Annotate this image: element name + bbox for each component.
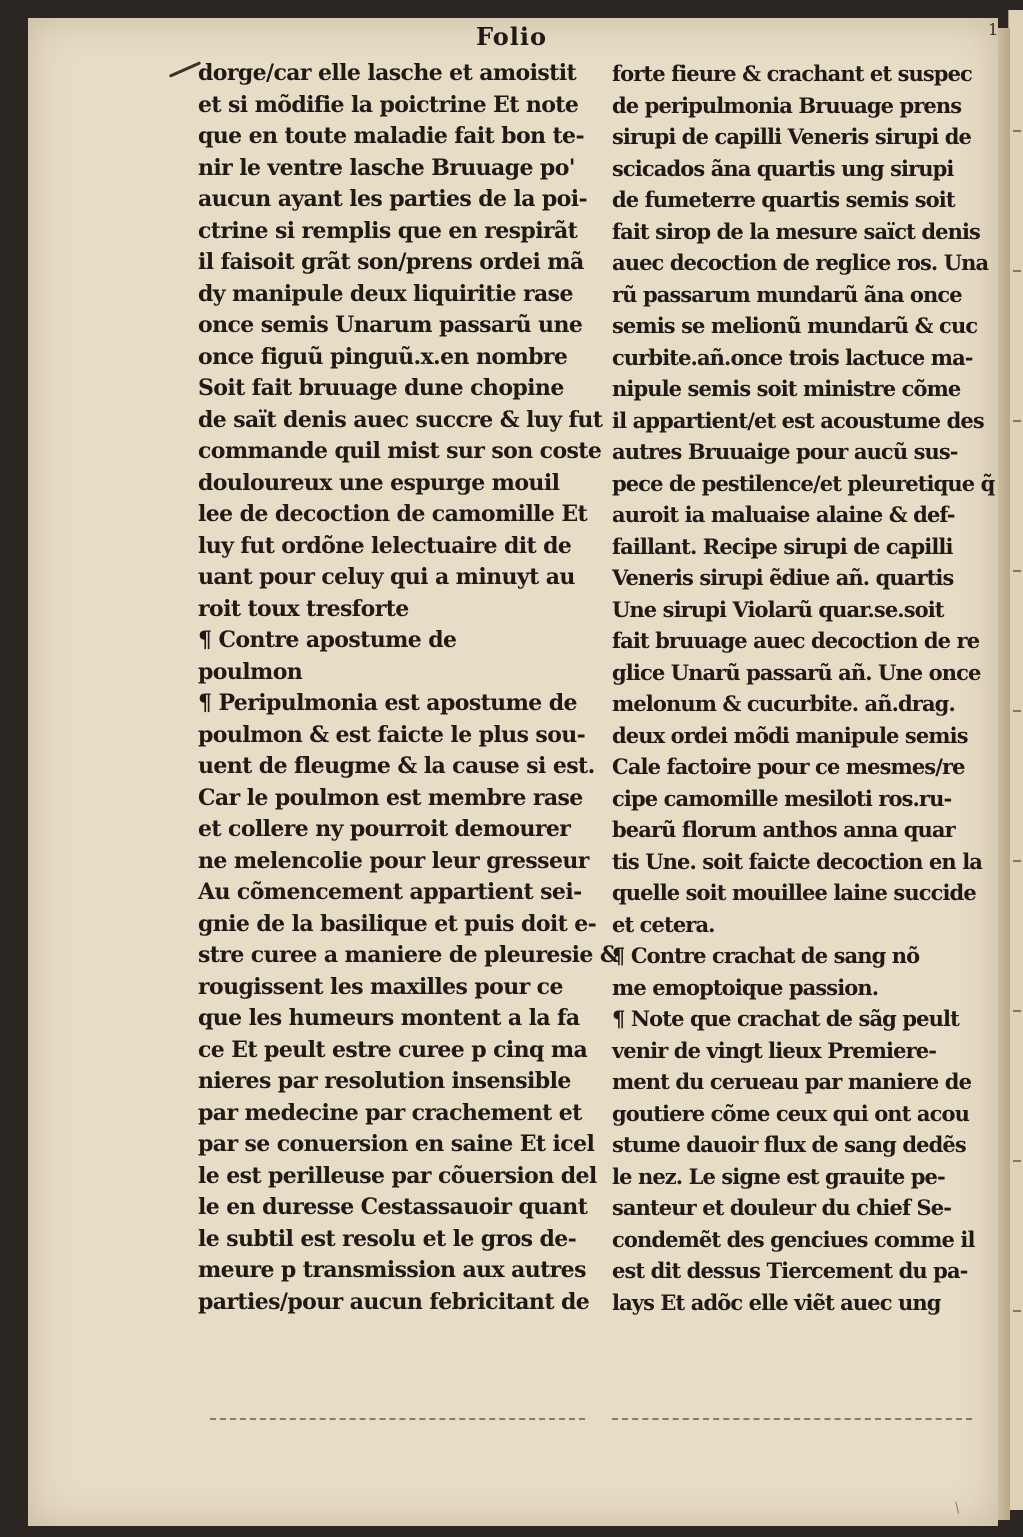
text-line: curbite.añ.once trois lactuce ma- — [612, 344, 973, 370]
text-line: de saït denis auec succre & luy fut — [198, 406, 603, 433]
text-line: tis Une. soit faicte decoction en la — [612, 848, 982, 874]
page-fore-edge — [998, 28, 1010, 1520]
text-line: auec decoction de reglice ros. Una — [612, 250, 989, 275]
text-line: fait sirop de la mesure saïct denis — [612, 218, 980, 244]
text-line: scicados ãna quartis ung sirupi — [612, 155, 954, 181]
text-line: me emoptoique passion. — [612, 974, 879, 1000]
text-line: Soit fait bruuage dune chopine — [198, 375, 564, 401]
text-line: ¶ Note que crachat de sãg peult — [612, 1006, 959, 1031]
adjacent-page-edge — [1008, 10, 1023, 1510]
text-line: ctrine si remplis que en respirãt — [198, 217, 578, 244]
text-line: Veneris sirupi ẽdiue añ. quartis — [612, 565, 954, 590]
text-line: stume dauoir flux de sang dedẽs — [612, 1132, 966, 1157]
text-line: lays Et adõc elle viẽt auec ung — [612, 1289, 941, 1315]
text-line: ce Et peult estre curee p cinq ma — [198, 1036, 588, 1063]
text-line: ¶ Peripulmonia est apostume de — [198, 690, 577, 716]
text-line: pece de pestilence/et pleuretique q̃ — [612, 470, 995, 496]
text-line: douloureux une espurge mouil — [198, 469, 560, 496]
margin-mark: / — [951, 1499, 964, 1517]
text-line: ¶ Contre apostume de — [198, 627, 457, 653]
text-line: luy fut ordõne lelectuaire dit de — [198, 532, 572, 559]
right-column-footer-rule — [612, 1418, 972, 1420]
text-line: le en duresse Cestassauoir quant — [198, 1194, 588, 1220]
text-line: ment du cerueau par maniere de — [612, 1069, 972, 1094]
text-line: parties/pour aucun febricitant de — [198, 1288, 590, 1315]
text-line: que en toute maladie fait bon te- — [198, 123, 584, 149]
text-line: de fumeterre quartis semis soit — [612, 187, 955, 212]
text-line: sirupi de capilli Veneris sirupi de — [612, 124, 971, 149]
text-line: venir de vingt lieux Premiere- — [612, 1037, 937, 1063]
text-line: et cetera. — [612, 911, 715, 937]
text-line: commande quil mist sur son coste — [198, 438, 602, 464]
right-text-column — [612, 58, 995, 1318]
text-line: bearũ florum anthos anna quar — [612, 817, 955, 842]
text-line: forte fieure & crachant et suspec — [612, 61, 972, 86]
text-line: et si mõdifie la poictrine Et note — [198, 91, 579, 118]
text-line: de peripulmonia Bruuage prens — [612, 92, 962, 118]
text-line: ¶ Contre crachat de sang nõ — [612, 943, 920, 968]
text-line: roit toux tresforte — [198, 595, 409, 622]
text-line: deux ordei mõdi manipule semis — [612, 722, 968, 748]
text-line: glice Unarũ passarũ añ. Une once — [612, 659, 981, 685]
text-line: dy manipule deux liquiritie rase — [198, 280, 573, 307]
text-line: condemẽt des genciues comme il — [612, 1226, 975, 1252]
text-line: ne melencolie pour leur gresseur — [198, 847, 589, 874]
text-line: fait bruuage auec decoction de re — [612, 628, 980, 653]
text-line: Une sirupi Violarũ quar.se.soit — [612, 596, 944, 622]
text-line: stre curee a maniere de pleuresie & — [198, 942, 620, 968]
left-column-footer-rule — [210, 1418, 585, 1420]
text-line: Au cõmencement appartient sei- — [198, 879, 582, 905]
text-line: le nez. Le signe est grauite pe- — [612, 1163, 945, 1189]
left-text-column — [198, 58, 620, 1318]
text-line: santeur et douleur du chief Se- — [612, 1195, 952, 1220]
text-line: quelle soit mouillee laine succide — [612, 880, 976, 905]
text-line: il appartient/et est acoustume des — [612, 407, 984, 433]
text-line: il faisoit grãt son/prens ordei mã — [198, 249, 584, 275]
text-line: uent de fleugme & la cause si est. — [198, 753, 595, 779]
text-line: le subtil est resolu et le gros de- — [198, 1225, 577, 1252]
text-line: dorge/car elle lasche et amoistit — [198, 60, 577, 86]
text-line: aucun ayant les parties de la poi- — [198, 186, 588, 212]
text-line: Cale factoire pour ce mesmes/re — [612, 754, 965, 779]
text-line: par se conuersion en saine Et icel — [198, 1131, 595, 1157]
text-line: meure p transmission aux autres — [198, 1257, 586, 1283]
text-line: nir le ventre lasche Bruuage po' — [198, 154, 575, 181]
text-line: goutiere cõme ceux qui ont acou — [612, 1100, 969, 1126]
text-line: poulmon & est faicte le plus sou- — [198, 721, 586, 748]
text-line: semis se melionũ mundarũ & cuc — [612, 313, 978, 338]
text-line: uant pour celuy qui a minuyt au — [198, 564, 575, 590]
text-line: Car le poulmon est membre rase — [198, 784, 583, 811]
text-line: once figuũ pinguũ.x.en nombre — [198, 343, 568, 370]
text-line: faillant. Recipe sirupi de capilli — [612, 533, 953, 559]
text-line: que les humeurs montent a la fa — [198, 1005, 580, 1031]
text-line: autres Bruuaige pour aucũ sus- — [612, 439, 958, 464]
text-line: poulmon — [198, 658, 303, 685]
folio-header: Folio — [476, 22, 547, 51]
text-line: gnie de la basilique et puis doit e- — [198, 910, 597, 937]
text-line: auroit ia maluaise alaine & def- — [612, 502, 955, 527]
text-line: lee de decoction de camomille Et — [198, 501, 588, 527]
text-line: rũ passarum mundarũ ãna once — [612, 281, 962, 307]
text-line: cipe camomille mesiloti ros.ru- — [612, 785, 952, 811]
text-line: melonum & cucurbite. añ.drag. — [612, 691, 955, 716]
text-line: once semis Unarum passarũ une — [198, 312, 583, 338]
text-line: nipule semis soit ministre cõme — [612, 376, 961, 401]
text-line: rougissent les maxilles pour ce — [198, 973, 563, 1000]
text-line: par medecine par crachement et — [198, 1099, 582, 1126]
text-line: nieres par resolution insensible — [198, 1068, 571, 1094]
corner-mark: 1 — [988, 20, 999, 39]
text-line: le est perilleuse par cõuersion del — [198, 1162, 597, 1189]
text-line: et collere ny pourroit demourer — [198, 816, 571, 842]
text-line: est dit dessus Tiercement du pa- — [612, 1258, 968, 1283]
